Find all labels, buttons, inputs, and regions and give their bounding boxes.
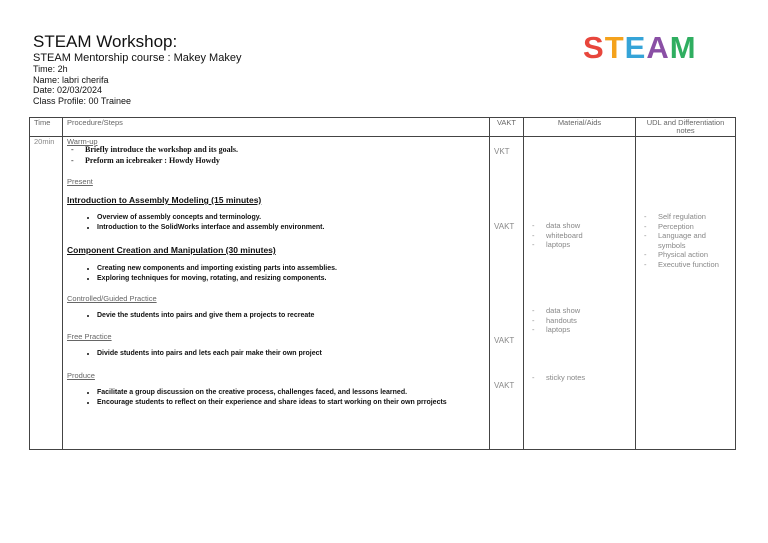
steam-logo [583,30,697,65]
logo-letter-m: M [669,30,697,65]
produce-section [67,371,485,407]
present-label: Present [67,177,93,186]
procedure-cell [63,137,490,450]
warmup-label: Warm-up [67,137,98,146]
col-header-udl: UDL and Differentiation notes [636,118,736,137]
list-item: - sticky notes [546,373,631,383]
list-item: - handouts [546,316,631,326]
vakt-value: VAKT [494,381,515,390]
udl-cell [636,137,736,450]
warmup-section [67,137,485,166]
vakt-value: VAKT [494,336,515,345]
component-section [67,245,485,283]
list-item: - data show [546,221,631,231]
time-cell [30,137,63,450]
logo-letter-t: T [604,30,625,65]
list-item: - whiteboard [546,231,631,241]
lesson-plan-table [29,117,736,450]
table-header-row [30,118,736,137]
list-item: - laptops [546,325,631,335]
meta-class-profile: Class Profile: 00 Trainee [33,95,132,106]
meta-name: Name: labri cherifa [33,74,109,85]
list-item: - data show [546,306,631,316]
free-practice-section [67,332,485,359]
logo-letter-e: E [624,30,647,65]
materials-cell [524,137,636,450]
col-header-materials: Material/Aids [524,118,636,137]
produce-label: Produce [67,371,95,380]
list-item: - Preform an icebreaker : Howdy Howdy [85,156,485,167]
list-item: • Introduction to the SolidWorks interface and assembly environment. [97,223,485,233]
vakt-cell [490,137,524,450]
vakt-value: VAKT [494,222,515,231]
list-item: • Overview of assembly concepts and terminology. [97,213,485,223]
meta-date: Date: 02/03/2024 [33,85,103,95]
list-item: - Language and symbols [658,231,731,250]
col-header-time: Time [30,118,63,137]
time-value: 20min [34,137,55,146]
list-item: - Physical action [658,250,731,260]
document-header [33,32,241,106]
intro-heading: Introduction to Assembly Modeling (15 minutes) [67,195,262,205]
vakt-value: VKT [494,147,510,156]
materials-group [528,221,631,250]
list-item: - Perception [658,222,731,232]
list-item: - laptops [546,240,631,250]
col-header-procedure: Procedure/Steps [63,118,490,137]
list-item: • Encourage students to reflect on their experience and share ideas to start working on their own prrojects [97,398,485,408]
list-item: - Executive function [658,260,731,270]
list-item: - Self regulation [658,212,731,222]
free-practice-label: Free Practice [67,332,112,341]
controlled-section [67,294,485,321]
controlled-label: Controlled/Guided Practice [67,294,157,303]
list-item: - Briefly introduce the workshop and its goals. [85,145,485,156]
list-item: • Creating new components and importing existing parts into assemblies. [97,264,485,274]
svg-text:STEAM [583,30,697,65]
table-row [30,137,736,450]
logo-letter-s: S [583,30,605,65]
list-item: • Devie the students into pairs and give them a projects to recreate [97,311,485,321]
list-item: • Exploring techniques for moving, rotating, and resizing components. [97,274,485,284]
meta-time: Time: 2h [33,64,68,74]
materials-group [528,373,631,383]
list-item: • Facilitate a group discussion on the creative process, challenges faced, and lessons learned. [97,388,485,398]
document-subtitle: STEAM Mentorship course : Makey Makey [33,52,242,64]
list-item: • Divide students into pairs and lets each pair make their own project [97,349,485,359]
col-header-vakt: VAKT [490,118,524,137]
materials-group [528,306,631,335]
udl-list [640,212,731,269]
logo-letter-a: A [646,30,670,65]
intro-section [67,195,485,232]
component-heading: Component Creation and Manipulation (30 minutes) [67,245,276,255]
document-title: STEAM Workshop: [33,32,178,51]
